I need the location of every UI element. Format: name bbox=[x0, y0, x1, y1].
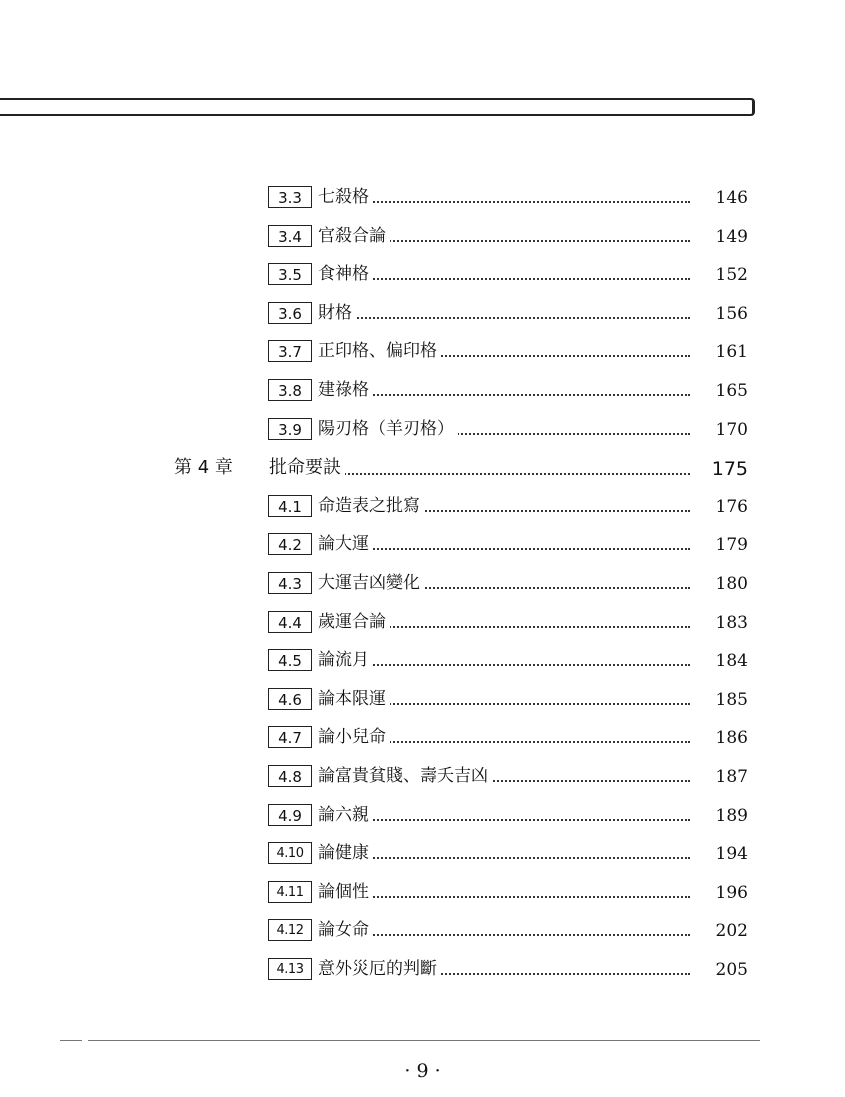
entry-title: 官殺合論 bbox=[318, 223, 390, 249]
entry-title: 食神格 bbox=[318, 261, 373, 287]
toc-entry-row bbox=[0, 956, 845, 988]
dot-leader bbox=[318, 199, 690, 203]
toc-entry-row bbox=[0, 686, 845, 718]
entry-title: 論富貴貧賤、壽夭吉凶 bbox=[318, 763, 492, 789]
entry-page-number: 185 bbox=[715, 689, 748, 710]
section-number-box: 3.4 bbox=[268, 225, 312, 247]
section-number-box: 4.7 bbox=[268, 726, 312, 748]
toc-entry-row bbox=[0, 531, 845, 563]
entry-title: 七殺格 bbox=[318, 184, 373, 210]
entry-title: 財格 bbox=[318, 300, 356, 326]
chapter-label: 第 4 章 bbox=[174, 457, 233, 479]
section-number-box: 4.11 bbox=[268, 881, 312, 903]
entry-page-number: 180 bbox=[715, 574, 748, 594]
section-number-box: 4.5 bbox=[268, 649, 312, 671]
section-number-box: 3.7 bbox=[268, 340, 312, 362]
dot-leader bbox=[318, 894, 690, 898]
entry-page-number: 176 bbox=[715, 496, 748, 517]
entry-page-number: 196 bbox=[715, 882, 748, 903]
toc-entry-row bbox=[0, 763, 845, 795]
entry-title: 批命要訣 bbox=[269, 454, 345, 482]
entry-title: 論健康 bbox=[318, 840, 373, 866]
toc-entry-row bbox=[0, 223, 845, 255]
dot-leader bbox=[318, 855, 690, 859]
entry-title: 論流月 bbox=[318, 647, 373, 673]
toc-entry-row bbox=[0, 917, 845, 949]
toc-entry-row bbox=[0, 493, 845, 525]
entry-title: 建祿格 bbox=[318, 377, 373, 403]
entry-page-number: 189 bbox=[715, 805, 748, 826]
entry-title: 意外災厄的判斷 bbox=[318, 956, 441, 982]
entry-page-number: 152 bbox=[715, 265, 748, 286]
entry-page-number: 179 bbox=[715, 535, 748, 556]
toc-entry-row bbox=[0, 338, 845, 370]
entry-page-number: 202 bbox=[715, 921, 748, 942]
entry-title: 大運吉凶變化 bbox=[318, 570, 424, 596]
dot-leader bbox=[318, 392, 690, 396]
section-number-box: 4.2 bbox=[268, 533, 312, 555]
toc-entry-row bbox=[0, 184, 845, 216]
entry-page-number: 186 bbox=[715, 728, 748, 749]
toc-entry-row bbox=[0, 609, 845, 641]
entry-title: 正印格、偏印格 bbox=[318, 338, 441, 364]
section-number-box: 4.13 bbox=[268, 958, 312, 980]
entry-title: 陽刃格（羊刃格） bbox=[318, 416, 458, 442]
entry-page-number: 156 bbox=[715, 303, 748, 324]
toc-entry-row bbox=[0, 840, 845, 872]
dot-leader bbox=[318, 315, 690, 319]
footer-rule bbox=[60, 1040, 760, 1042]
dot-leader bbox=[318, 276, 690, 280]
section-number-box: 3.5 bbox=[268, 263, 312, 285]
entry-title: 論女命 bbox=[318, 917, 373, 943]
section-number-box: 4.6 bbox=[268, 688, 312, 710]
section-number-box: 3.3 bbox=[268, 186, 312, 208]
entry-title: 論六親 bbox=[318, 802, 373, 828]
section-number-box: 4.8 bbox=[268, 765, 312, 787]
toc-entry-row bbox=[0, 879, 845, 911]
dot-leader bbox=[318, 662, 690, 666]
entry-page-number: 184 bbox=[715, 651, 748, 672]
entry-title: 論本限運 bbox=[318, 686, 390, 712]
toc-entry-row bbox=[0, 377, 845, 409]
toc-entry-row bbox=[0, 416, 845, 448]
toc-entry-row bbox=[0, 802, 845, 834]
toc-chapter-row bbox=[0, 454, 845, 486]
toc-entry-row bbox=[0, 261, 845, 293]
entry-page-number: 161 bbox=[715, 342, 748, 363]
entry-title: 命造表之批寫 bbox=[318, 493, 424, 519]
dot-leader bbox=[318, 817, 690, 821]
section-number-box: 3.9 bbox=[268, 418, 312, 440]
toc-entry-row bbox=[0, 570, 845, 602]
section-number-box: 4.10 bbox=[268, 842, 312, 864]
toc-entry-row bbox=[0, 300, 845, 332]
dot-leader bbox=[318, 546, 690, 550]
section-number-box: 4.1 bbox=[268, 495, 312, 517]
page-number: · 9 · bbox=[404, 1060, 441, 1082]
dot-leader bbox=[318, 932, 690, 936]
entry-page-number: 165 bbox=[715, 381, 748, 401]
section-number-box: 3.6 bbox=[268, 302, 312, 324]
entry-page-number: 205 bbox=[715, 960, 748, 980]
entry-page-number: 187 bbox=[715, 767, 748, 787]
entry-title: 歲運合論 bbox=[318, 609, 390, 635]
entry-page-number: 170 bbox=[715, 419, 748, 440]
entry-title: 論大運 bbox=[318, 531, 373, 557]
toc-entry-row bbox=[0, 647, 845, 679]
section-number-box: 4.4 bbox=[268, 611, 312, 633]
entry-page-number: 194 bbox=[715, 844, 748, 865]
entry-page-number: 146 bbox=[715, 188, 748, 208]
entry-page-number: 183 bbox=[715, 612, 748, 633]
section-number-box: 4.9 bbox=[268, 804, 312, 826]
section-number-box: 3.8 bbox=[268, 379, 312, 401]
section-number-box: 4.3 bbox=[268, 572, 312, 594]
entry-page-number: 149 bbox=[715, 226, 748, 247]
toc-entry-row bbox=[0, 724, 845, 756]
entry-title: 論小兒命 bbox=[318, 724, 390, 750]
entry-page-number: 175 bbox=[711, 458, 748, 481]
entry-title: 論個性 bbox=[318, 879, 373, 905]
section-number-box: 4.12 bbox=[268, 919, 312, 941]
